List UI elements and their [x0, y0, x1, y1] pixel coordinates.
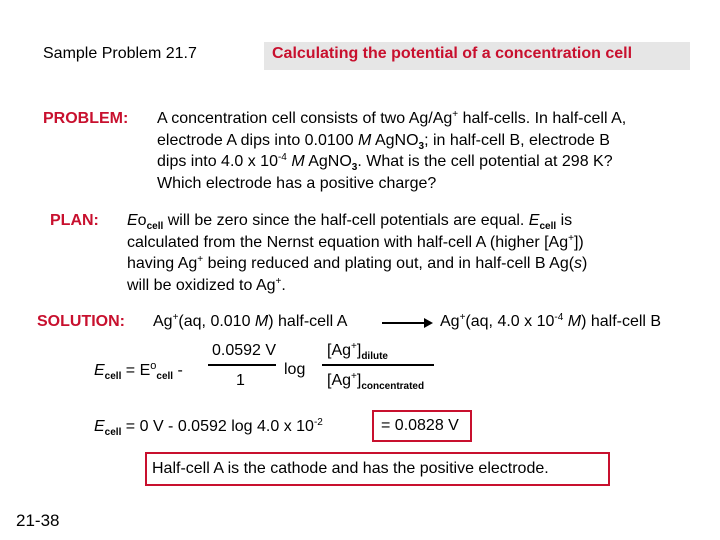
sample-problem-label: Sample Problem 21.7: [43, 45, 197, 62]
problem-label: PROBLEM:: [43, 110, 129, 127]
conclusion-text: Half-cell A is the cathode and has the positive electrode.: [152, 460, 549, 477]
log-operator: log: [284, 361, 306, 378]
plan-line-1: $Eo_{cell}$ will be zero since the half-cell potentials are equal. $E_{cell}$ is: [127, 212, 573, 232]
problem-text: [157, 108, 626, 194]
fraction-2-numerator: $[Ag^+]_{dilute}$: [327, 341, 388, 362]
plan-text: [127, 210, 587, 296]
ecell-calculation: $E_{cell} = 0$ V - 0.0592 log 4.0 x $10^{-2}$: [94, 417, 323, 438]
problem-line-4: Which electrode has a positive charge?: [157, 174, 437, 192]
reaction-arrow-line: [382, 322, 428, 324]
fraction-2-bar: [322, 364, 434, 366]
page-title: Calculating the potential of a concentration cell: [272, 45, 633, 62]
reaction-arrow-icon: [424, 318, 433, 328]
half-cell-a: Ag+(aq, 0.010 M) half-cell A: [153, 312, 348, 330]
problem-line-1: A concentration cell consists of two Ag/Ag+ half-cells. In half-cell A,: [157, 109, 627, 127]
half-cell-b: Ag+(aq, 4.0 x $10^{-4}$ M) half-cell B: [440, 312, 662, 330]
plan-line-4: will be oxidized to Ag+.: [127, 275, 286, 294]
fraction-1-numerator: 0.0592 V: [212, 342, 277, 359]
fraction-1-bar: [208, 364, 276, 366]
problem-line-2: electrode A dips into 0.0100 M AgNO$_3$; in half-cell B, electrode B: [157, 131, 610, 152]
solution-label: SOLUTION:: [37, 313, 125, 330]
slide-number: 21-38: [16, 511, 60, 530]
problem-line-3: dips into 4.0 x $10^{-4}$ M AgNO$_3$. What is the cell potential at 298 K?: [157, 152, 613, 173]
plan-line-2: calculated from the Nernst equation with half-cell A (higher [Ag+]): [127, 232, 584, 251]
plan-label: PLAN:: [50, 212, 99, 229]
answer-value: = 0.0828 V: [381, 417, 459, 434]
plan-line-3: having Ag+ being reduced and plating out, and in half-cell B Ag(s): [127, 254, 588, 272]
nernst-lhs: $E_{cell} = E^o_{cell}$ -: [94, 360, 183, 382]
fraction-2-denominator: $[Ag^+]_{concentrated}$: [327, 371, 425, 392]
fraction-1-denominator: 1: [236, 372, 245, 389]
